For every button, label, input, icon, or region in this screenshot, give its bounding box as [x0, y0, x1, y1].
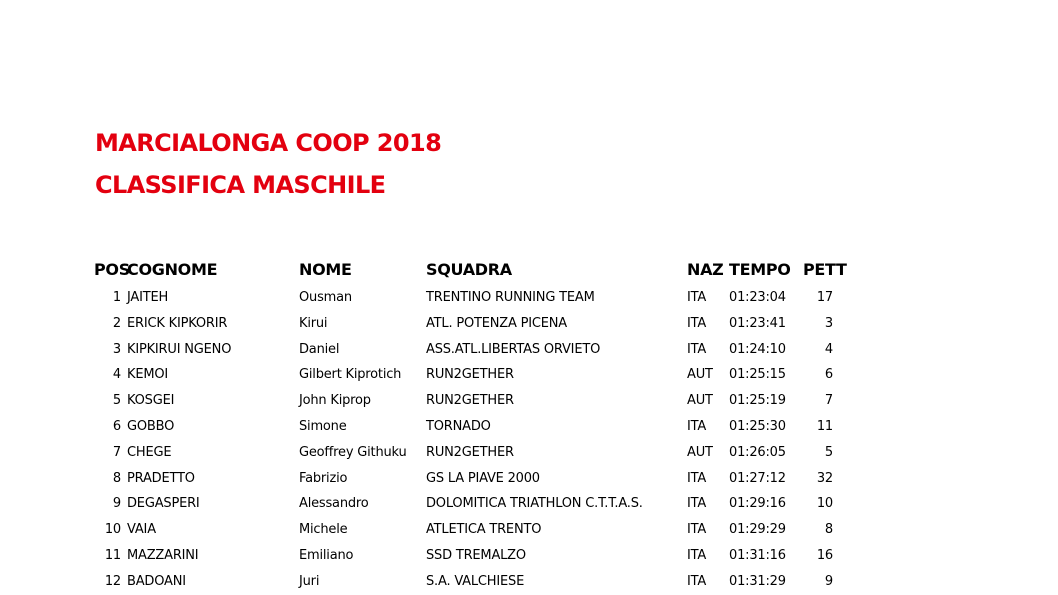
table-row [0, 362, 1058, 388]
header-squadra: SQUADRA [426, 260, 512, 279]
cell-pos: 1 [112, 290, 121, 305]
cell-squadra: RUN2GETHER [426, 444, 514, 460]
cell-naz: AUT [687, 444, 713, 460]
cell-squadra: TORNADO [426, 419, 491, 434]
cell-naz: ITA [687, 470, 707, 486]
cell-tempo: 01:29:16 [729, 496, 786, 512]
cell-tempo: 01:29:29 [729, 522, 786, 538]
cell-pos: 11 [104, 548, 121, 563]
cell-nome: Ousman [299, 290, 352, 305]
cell-squadra: S.A. VALCHIESE [426, 573, 525, 589]
cell-naz: ITA [687, 573, 707, 589]
cell-pett: 17 [816, 290, 833, 305]
cell-cognome: JAITEH [127, 290, 169, 305]
cell-squadra: SSD TREMALZO [426, 548, 526, 563]
table-row [0, 466, 1058, 492]
cell-cognome: PRADETTO [127, 470, 195, 486]
cell-tempo: 01:25:30 [729, 419, 786, 434]
table-row [0, 491, 1058, 517]
cell-tempo: 01:25:19 [729, 393, 786, 409]
cell-pett: 5 [824, 444, 833, 460]
cell-cognome: DEGASPERI [127, 496, 200, 512]
table-row [0, 517, 1058, 543]
table-row [0, 440, 1058, 466]
header-nome: NOME [299, 260, 352, 279]
cell-nome: Fabrizio [299, 470, 348, 486]
header-pett: PETT [803, 260, 847, 279]
header-tempo: TEMPO [729, 260, 791, 279]
cell-nome: Simone [299, 419, 347, 434]
cell-squadra: DOLOMITICA TRIATHLON C.T.T.A.S. [426, 496, 643, 512]
cell-naz: ITA [687, 419, 707, 434]
cell-nome: John Kiprop [299, 393, 371, 409]
header-cognome: COGNOME [127, 260, 218, 279]
cell-tempo: 01:31:29 [729, 573, 786, 589]
cell-pett: 9 [824, 573, 833, 589]
cell-nome: Alessandro [299, 496, 369, 512]
cell-tempo: 01:27:12 [729, 470, 786, 486]
table-row [0, 311, 1058, 337]
cell-pos: 3 [112, 341, 121, 357]
cell-cognome: KEMOI [127, 367, 169, 383]
header-pos: POS [94, 260, 130, 279]
cell-naz: AUT [687, 393, 713, 409]
cell-naz: ITA [687, 522, 707, 538]
cell-pett: 32 [816, 470, 833, 486]
cell-squadra: TRENTINO RUNNING TEAM [426, 290, 595, 305]
cell-pos: 7 [112, 444, 121, 460]
cell-pett: 7 [824, 393, 833, 409]
document-subtitle: CLASSIFICA MASCHILE [95, 171, 386, 199]
cell-squadra: ATLETICA TRENTO [426, 522, 542, 538]
cell-nome: Emiliano [299, 548, 354, 563]
cell-pett: 6 [824, 367, 833, 383]
cell-squadra: RUN2GETHER [426, 393, 514, 409]
cell-naz: ITA [687, 496, 707, 512]
table-row [0, 414, 1058, 440]
cell-naz: ITA [687, 341, 707, 357]
table-header [0, 258, 1058, 284]
cell-tempo: 01:26:05 [729, 444, 786, 460]
cell-naz: AUT [687, 367, 713, 383]
cell-tempo: 01:31:16 [729, 548, 786, 563]
cell-pett: 16 [816, 548, 833, 563]
cell-tempo: 01:23:04 [729, 290, 786, 305]
header-naz: NAZ [687, 260, 724, 279]
cell-tempo: 01:24:10 [729, 341, 786, 357]
cell-pos: 8 [112, 470, 121, 486]
cell-cognome: BADOANI [127, 573, 186, 589]
document-title: MARCIALONGA COOP 2018 [95, 129, 442, 157]
cell-squadra: RUN2GETHER [426, 367, 514, 383]
table-row [0, 337, 1058, 363]
cell-cognome: ERICK KIPKORIR [127, 315, 228, 331]
cell-cognome: VAIA [127, 522, 156, 538]
cell-pett: 11 [816, 419, 833, 434]
cell-pos: 12 [104, 573, 121, 589]
cell-pett: 4 [824, 341, 833, 357]
table-row [0, 543, 1058, 569]
table-row [0, 388, 1058, 414]
cell-nome: Kirui [299, 315, 328, 331]
cell-naz: ITA [687, 548, 707, 563]
cell-pett: 8 [824, 522, 833, 538]
cell-pos: 4 [112, 367, 121, 383]
cell-cognome: KOSGEI [127, 393, 175, 409]
cell-cognome: GOBBO [127, 419, 175, 434]
cell-cognome: CHEGE [127, 444, 172, 460]
cell-pos: 6 [112, 419, 121, 434]
cell-nome: Gilbert Kiprotich [299, 367, 402, 383]
cell-pett: 10 [816, 496, 833, 512]
cell-pos: 10 [104, 522, 121, 538]
cell-naz: ITA [687, 290, 707, 305]
cell-nome: Juri [299, 573, 320, 589]
cell-nome: Michele [299, 522, 348, 538]
cell-squadra: ATL. POTENZA PICENA [426, 315, 567, 331]
cell-naz: ITA [687, 315, 707, 331]
cell-cognome: KIPKIRUI NGENO [127, 341, 232, 357]
cell-nome: Daniel [299, 341, 340, 357]
cell-squadra: GS LA PIAVE 2000 [426, 470, 540, 486]
cell-pett: 3 [824, 315, 833, 331]
cell-pos: 9 [112, 496, 121, 512]
table-row [0, 569, 1058, 595]
cell-nome: Geoffrey Githuku [299, 444, 407, 460]
cell-cognome: MAZZARINI [127, 548, 199, 563]
cell-pos: 2 [112, 315, 121, 331]
table-row [0, 285, 1058, 311]
cell-squadra: ASS.ATL.LIBERTAS ORVIETO [426, 341, 601, 357]
cell-tempo: 01:25:15 [729, 367, 786, 383]
cell-pos: 5 [112, 393, 121, 409]
cell-tempo: 01:23:41 [729, 315, 786, 331]
